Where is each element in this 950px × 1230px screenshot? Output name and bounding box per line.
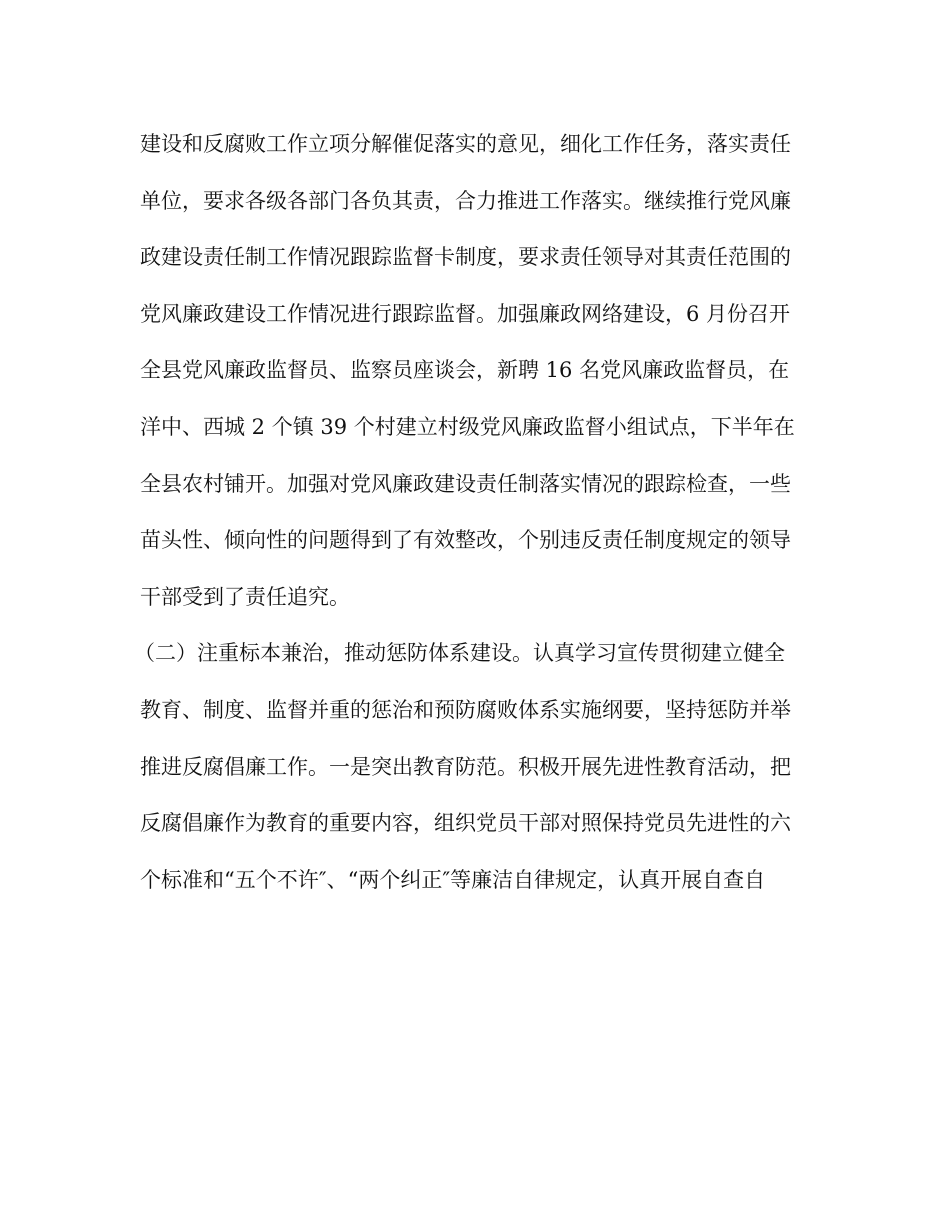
text-line: 洋中、西城 2 个镇 39 个村建立村级党风廉政监督小组试点，下半年在: [140, 414, 795, 439]
text-line: 政建设责任制工作情况跟踪监督卡制度，要求责任领导对其责任范围的: [140, 245, 791, 270]
text-line: 推进反腐倡廉工作。一是突出教育防范。积极开展先进性教育活动，把: [140, 754, 791, 779]
text-line: 单位，要求各级各部门各负其责，合力推进工作落实。继续推行党风廉: [140, 188, 791, 213]
text-line: 干部受到了责任追究。: [140, 584, 350, 609]
text-line: 全县党风廉政监督员、监察员座谈会，新聘 16 名党风廉政监督员，在: [140, 358, 790, 383]
text-line: 教育、制度、监督并重的惩治和预防腐败体系实施纲要，坚持惩防并举: [140, 697, 791, 722]
text-line: 个标准和“五个不许″、“两个纠正″等廉洁自律规定，认真开展自查自: [140, 867, 766, 892]
body-text: [134, 122, 820, 914]
section-heading-line: （二）注重标本兼治，推动惩防体系建设。认真学习宣传贯彻建立健全: [134, 641, 785, 666]
text-line: 党风廉政建设工作情况进行跟踪监督。加强廉政网络建设，6 月份召开: [140, 301, 791, 326]
text-line: 全县农村铺开。加强对党风廉政建设责任制落实情况的跟踪检查，一些: [140, 471, 791, 496]
text-line: 苗头性、倾向性的问题得到了有效整改，个别违反责任制度规定的领导: [140, 528, 791, 553]
text-line: 建设和反腐败工作立项分解催促落实的意见，细化工作任务，落实责任: [140, 132, 791, 156]
text-line: 反腐倡廉作为教育的重要内容，组织党员干部对照保持党员先进性的六: [140, 811, 791, 836]
